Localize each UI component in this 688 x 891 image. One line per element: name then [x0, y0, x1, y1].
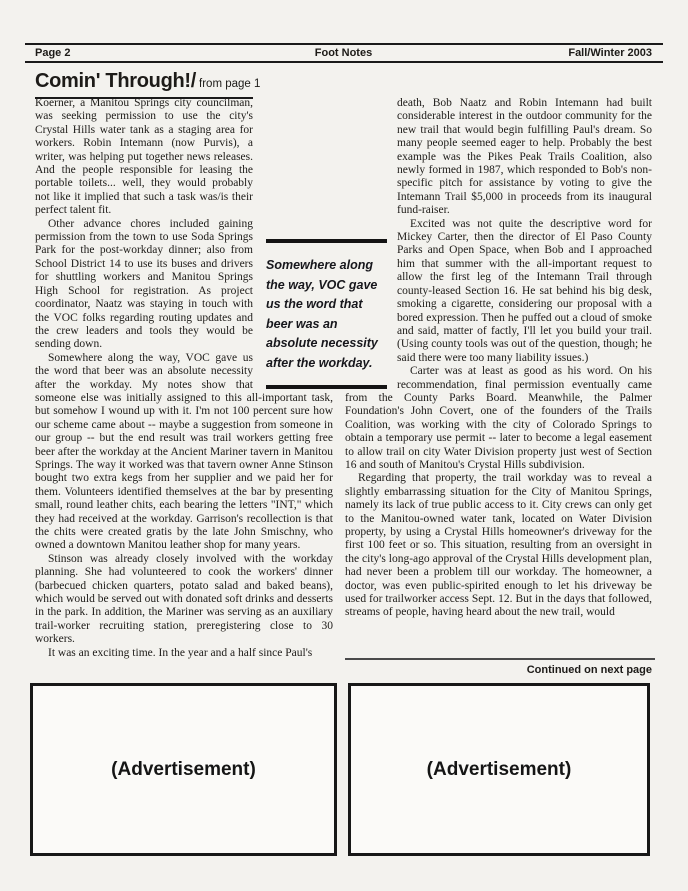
paragraph: Carter was at least as good as his word. On his recommendation, final permission eventually came from the County Parks Board. Meanwhile, the Palmer Foundation's John Covert, one of the founders of the Trails Coalition, was working with the city of Colorado Springs to obtain a temporary use permit -- later to become a legal easement to allow trail on city Water Division property just west of Section 16 and south of Manitou's Crystal Hills subdivision.	[345, 365, 652, 471]
paragraph: Other advance chores included gaining permission from the town to use Soda Springs Park for the post-workday dinner; also from School District 14 to use its buses and drivers for shuttling workers and Manitou Springs High School for registration. As project coordinator, Naatz was staying in touch with the VOC folks regarding routing updates and the crew leaders and tools they would be sending down.	[35, 217, 253, 351]
paragraph: Stinson was already closely involved with the workday planning. She had volunteered to cook the workers' dinner (barbecued chicken quarters, potato salad and baked beans), which would be served out with donated soft drinks and desserts in the park. In addition, the Mariner was serving as an auxiliary trail-worker recruiting station, preregistering close to 30 workers.	[35, 552, 333, 646]
article-title	[35, 70, 260, 93]
masthead-rule-bottom	[25, 61, 663, 63]
column-right	[345, 97, 652, 620]
paragraph: death, Bob Naatz and Robin Intemann had built considerable interest in the outdoor community for the new trail that would begin fulfilling Paul's dream. So many people seemed eager to help. Probably the best example was the Pikes Peak Trails Coalition, also newly formed in 1987, which responded to Bob's non-specific pitch for assistance by voting to give the Intemann Trail $5,000 in proceeds from its inaugural fund-raiser.	[397, 97, 652, 217]
paragraph: Regarding that property, the trail workday was to reveal a slightly embarrassing situation for the City of Manitou Springs, namely its lack of true public access to it. City crews can only get to the Manitou-owned water tank, located on Water Division property, by using a Crystal Hills homeowner's driveway for the first 100 feet or so. This situation, resulting from an oversight in the city's long-ago approval of the Crystal Hills development plan, had never been a problem till our workday. The homeowner, a doctor, was even public-spirited enough to let his driveway be used for trailworker access Sept. 12. But in the days that followed, streams of people, having heard about the new trail, would	[345, 472, 652, 619]
ad-box-right	[348, 683, 650, 856]
page-number: Page 2	[35, 47, 71, 59]
continued-note: Continued on next page	[526, 664, 652, 676]
ad-placeholder-label: (Advertisement)	[426, 758, 572, 780]
masthead	[35, 47, 652, 59]
paragraph: Koerner, a Manitou Springs city councilman, was seeking permission to use the city's Crystal Hills water tank as a staging area for workers. Robin Intemann (now Purvis), a writer, was helping put together news releases. And the people responsible for leasing the portable toilets... well, they would probably not like it implied that such a task was/is their perfect talent fit.	[35, 97, 253, 217]
pull-quote: Somewhere along the way, VOC gave us the word that beer was an absolute necessity after the workday.	[266, 239, 387, 389]
article-title-main: Comin' Through!/	[35, 70, 197, 92]
paragraph: Excited was not quite the descriptive word for Mickey Carter, then the director of El Paso County Parks and Open Space, when Bob and I approached him that summer with the all-important request to allow the first leg of the Intemann Trail through county-leased Section 16. He sat behind his big desk, smoking a cigarette, considering our proposal with a bored expression. Then he puffed out a cloud of smoke and said, matter of factly, I'll let you build your trail. (Using county tools was out of the question, though; he said there were too many liability issues.)	[397, 217, 652, 364]
paragraph: Somewhere along the way, VOC gave us the word that beer was an absolute necessity after the workday. My notes show that someone else was initially assigned to this all-important task, but somehow I wound up with it. I'm not 100 percent sure how our scheme came about -- maybe a suggestion from someone in our group -- but the end result was trail workers getting free beer after the workday at the Ancient Mariner tavern in Manitou Springs. The way it worked was that tavern owner Anne Stinson bought two extra kegs from her supplier and we paid her for them. Volunteers identified themselves at the bar by presenting small, round leather chits, each bearing the letters "INT," which they had received at the workday. Garrison's recollection is that the chits were created gratis by the late John Smischny, who owned a downtown Manitou leather shop for many years.	[35, 351, 333, 552]
ad-placeholder-label: (Advertisement)	[111, 758, 256, 780]
article-title-continuation: from page 1	[199, 78, 261, 90]
ad-box-left	[30, 683, 337, 856]
newsletter-title: Foot Notes	[314, 47, 373, 59]
masthead-rule-top	[25, 43, 663, 45]
paragraph: It was an exciting time. In the year and a half since Paul's	[48, 646, 313, 659]
continued-rule	[345, 658, 655, 660]
issue-date: Fall/Winter 2003	[568, 47, 652, 59]
